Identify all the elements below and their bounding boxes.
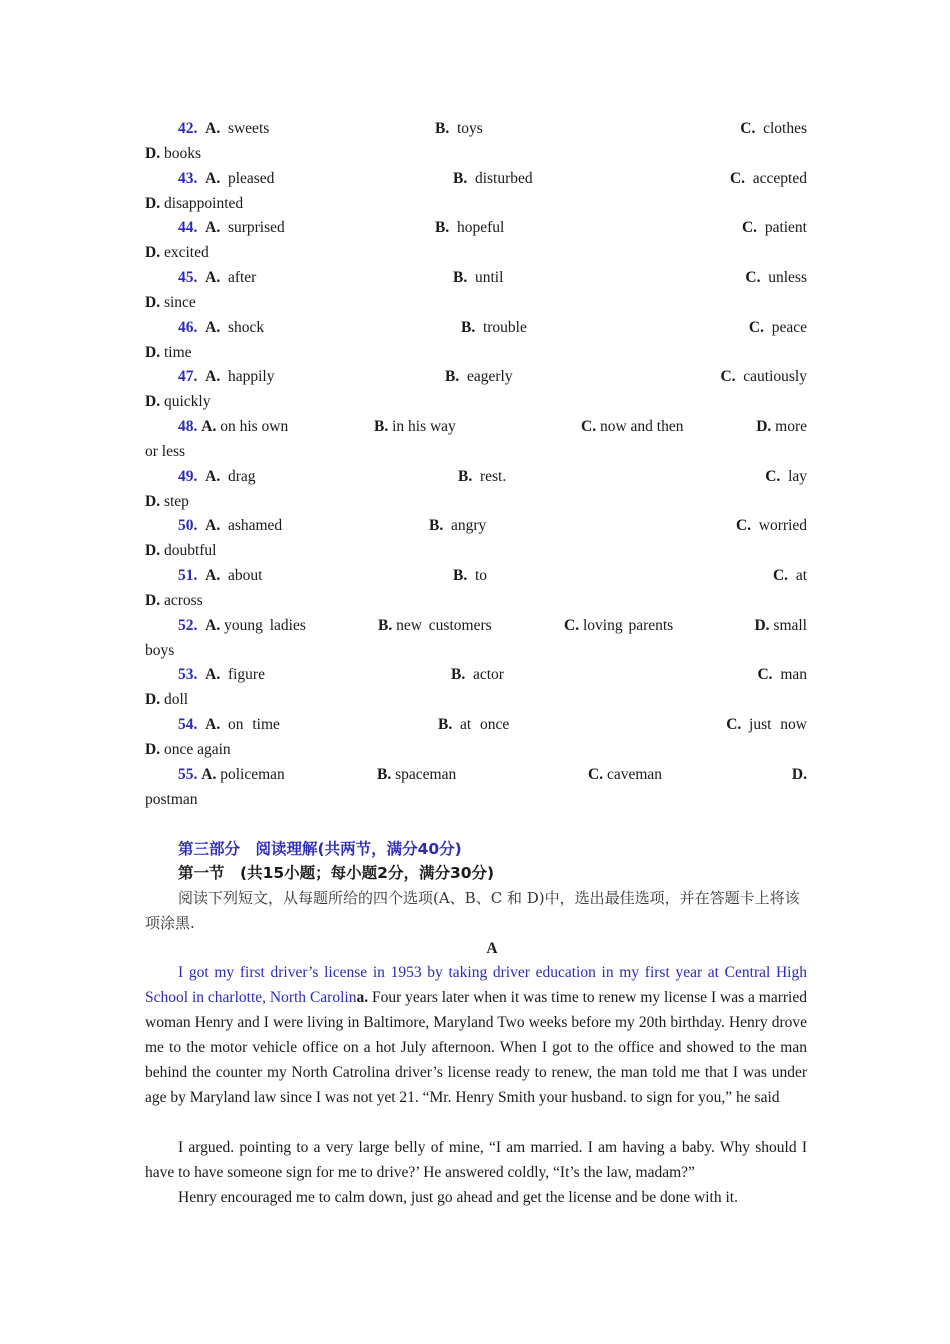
option-d: time xyxy=(163,344,192,361)
question-number: 53. xyxy=(178,666,198,683)
question-number: 49. xyxy=(178,468,198,485)
question-number: 42. xyxy=(178,120,198,137)
question-number: 50. xyxy=(178,517,198,534)
passage-paragraph-2: I argued. pointing to a very large belly of mine, “I am married. I am having a baby. Why should I have to have someone sign for me to drive?’ He answered coldly, “It’s the law, madam?” xyxy=(145,1139,807,1181)
subsection-title: 第一节 (共15小题；每小题2分，满分30分) xyxy=(178,864,495,882)
question-49: 49. A. drag B. rest. C. lay xyxy=(178,468,807,485)
question-number: 47. xyxy=(178,368,198,385)
option-c: at xyxy=(795,567,807,584)
option-c: man xyxy=(780,666,807,683)
question-number: 54. xyxy=(178,716,198,733)
option-d-continuation: boys xyxy=(145,642,175,659)
option-b: angry xyxy=(450,517,487,534)
question-number: 48. xyxy=(178,418,198,435)
option-d-line: D. disappointed xyxy=(145,195,244,212)
option-b: to xyxy=(474,567,488,584)
option-b: spaceman xyxy=(395,766,457,783)
question-number: 51. xyxy=(178,567,198,584)
option-a: about xyxy=(227,567,263,584)
option-d-continuation: postman xyxy=(145,791,198,808)
question-number: 44. xyxy=(178,219,198,236)
option-d-label: D. xyxy=(791,766,807,783)
question-54: 54. A. on time B. at once C. just now xyxy=(178,716,807,733)
option-b: at once xyxy=(459,716,510,733)
passage-label: A xyxy=(486,940,498,957)
option-b: hopeful xyxy=(456,219,505,236)
option-a: drag xyxy=(227,468,256,485)
question-43: 43. A. pleased B. disturbed C. accepted xyxy=(178,170,807,187)
option-d-line: D. doubtful xyxy=(145,542,217,559)
option-d: books xyxy=(163,145,201,162)
option-b: rest. xyxy=(479,468,507,485)
option-d: across xyxy=(163,592,203,609)
part-title: 第三部分 阅读理解(共两节，满分40分) xyxy=(178,840,462,858)
question-number: 43. xyxy=(178,170,198,187)
question-44: 44. A. surprised B. hopeful C. patient xyxy=(178,219,807,236)
option-c: accepted xyxy=(752,170,807,187)
question-45: 45. A. after B. until C. unless xyxy=(178,269,807,286)
option-d-line: D. doll xyxy=(145,691,189,708)
passage-paragraph-3: Henry encouraged me to calm down, just go ahead and get the license and be done with it. xyxy=(178,1189,738,1206)
option-d-line: D. time xyxy=(145,344,192,361)
option-d: doubtful xyxy=(163,542,217,559)
option-d: doll xyxy=(163,691,189,708)
instruction-text: 阅读下列短文，从每题所给的四个选项(A、B、C 和 D)中，选出最佳选项，并在答题卡上将该项涂黑. xyxy=(145,889,800,932)
option-a: figure xyxy=(227,666,265,683)
option-b: eagerly xyxy=(466,368,513,385)
option-c: loving parents xyxy=(582,617,674,634)
option-d-line: D. across xyxy=(145,592,203,609)
option-b: disturbed xyxy=(474,170,533,187)
option-c: unless xyxy=(768,269,807,286)
option-b: toys xyxy=(456,120,483,137)
option-a: shock xyxy=(227,319,265,336)
question-53: 53. A. figure B. actor C. man xyxy=(178,666,807,683)
option-d-line: D. since xyxy=(145,294,196,311)
question-number: 45. xyxy=(178,269,198,286)
option-a: policeman xyxy=(220,766,285,783)
question-47: 47. A. happily B. eagerly C. cautiously xyxy=(178,368,807,385)
option-d-line: D. step xyxy=(145,493,189,510)
question-number: 52. xyxy=(178,617,198,634)
option-c: patient xyxy=(764,219,807,236)
option-c: cautiously xyxy=(743,368,807,385)
option-d-continuation: or less xyxy=(145,443,186,460)
question-number: 55. xyxy=(178,766,198,783)
passage-paragraph-1: I got my first driver’s license in 1953 by taking driver education in my first year at Central High School in charlotte, North Carolina. Four years later when it was time to renew my license I was a married woman Henry and I were living in Baltimore, Maryland Two weeks before my 20th birthday. Henry drove me to the motor vehicle office on a hot July afternoon. When I got to the office and showed to the man behind the counter my North Catrolina driver’s license ready to renew, the man told me that I was under age by Maryland law since I was not yet 21. “Mr. Henry Smith your husband. to sign for you,” he said xyxy=(145,964,807,1106)
option-c: now and then xyxy=(599,418,684,435)
option-b: actor xyxy=(472,666,504,683)
question-46: 46. A. shock B. trouble C. peace xyxy=(178,319,807,336)
option-c: just now xyxy=(749,716,807,733)
option-d: step xyxy=(163,493,189,510)
question-51: 51. A. about B. to C. at xyxy=(178,567,807,584)
option-c: caveman xyxy=(606,766,663,783)
question-50: 50. A. ashamed B. angry C. worried xyxy=(178,517,807,534)
question-number: 46. xyxy=(178,319,198,336)
option-a: ashamed xyxy=(227,517,283,534)
option-d-line: D. books xyxy=(145,145,201,162)
question-48: 48. A. on his own B. in his way C. now and then D. more xyxy=(178,418,807,435)
option-c: lay xyxy=(788,468,807,485)
option-a: on his own xyxy=(220,418,289,435)
option-d-line: D. quickly xyxy=(145,393,211,410)
option-c: clothes xyxy=(763,120,807,137)
option-a: after xyxy=(227,269,257,286)
option-d: quickly xyxy=(163,393,211,410)
option-d: disappointed xyxy=(163,195,244,212)
option-d-line: D. once again xyxy=(145,741,231,758)
option-b: new customers xyxy=(396,617,492,634)
option-d: more xyxy=(775,418,807,435)
passage-highlight: I got my first driver’s license in 1953 by taking driver education in my first year at Central High School in charlotte, North Carolin xyxy=(145,964,807,1006)
option-b: until xyxy=(474,269,504,286)
option-d: small xyxy=(773,617,807,634)
question-42: 42. A. sweets B. toys C. clothes xyxy=(178,120,807,137)
option-a: sweets xyxy=(227,120,270,137)
option-b: trouble xyxy=(482,319,527,336)
option-d-line: D. excited xyxy=(145,244,209,261)
option-d: excited xyxy=(163,244,209,261)
option-a: on time xyxy=(227,716,280,733)
option-a: surprised xyxy=(227,219,285,236)
option-b: in his way xyxy=(392,418,456,435)
option-c: worried xyxy=(758,517,807,534)
question-55: 55. A. policeman B. spaceman C. caveman D. xyxy=(178,766,807,783)
option-a: happily xyxy=(227,368,275,385)
option-d: once again xyxy=(163,741,231,758)
option-a: pleased xyxy=(227,170,275,187)
option-a: young ladies xyxy=(224,617,306,634)
question-52: 52. A. young ladies B. new customers C. loving parents D. small xyxy=(178,617,807,634)
option-c: peace xyxy=(771,319,807,336)
option-d: since xyxy=(163,294,196,311)
